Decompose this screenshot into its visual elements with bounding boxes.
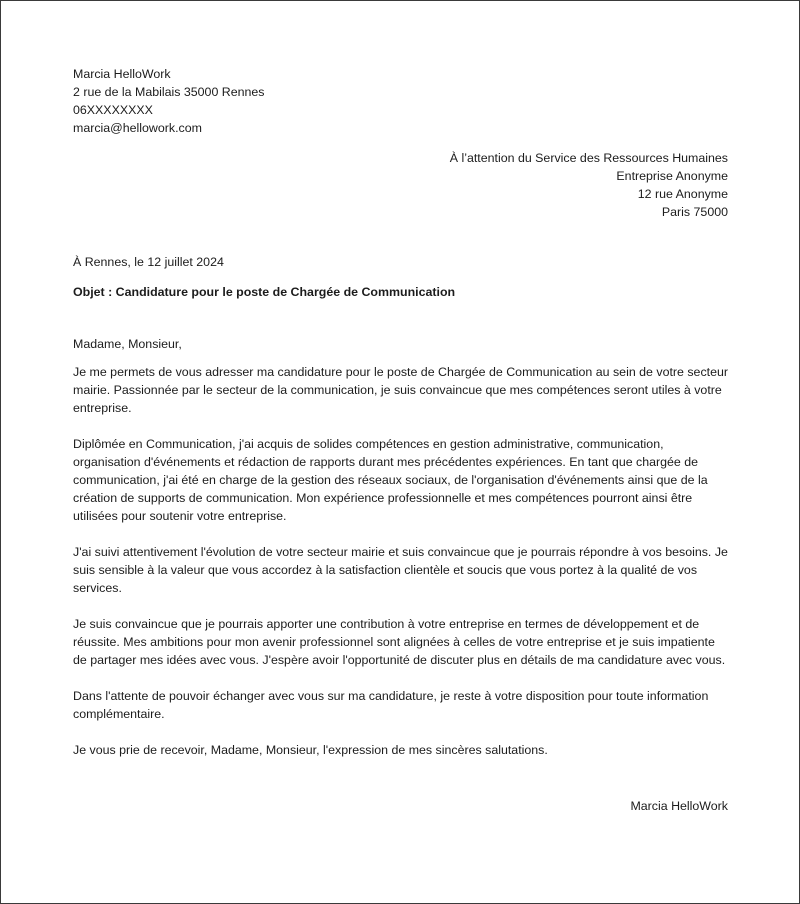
- sender-address: 2 rue de la Mabilais 35000 Rennes: [73, 85, 265, 99]
- recipient-attention: À l’attention du Service des Ressources Humaines: [449, 151, 728, 165]
- letter-content: [73, 65, 728, 815]
- body-paragraph: J'ai suivi attentivement l'évolution de votre secteur mairie et suis convaincue que je pourrais répondre à vos besoins. Je suis sensible à la valeur que vous accordez à la satisfaction clientèle et soucis que vous portez à la qualité de vos services.: [73, 545, 728, 595]
- sender-phone: 06XXXXXXXX: [73, 103, 153, 117]
- sender-block: [73, 65, 728, 137]
- recipient-street: 12 rue Anonyme: [637, 187, 728, 201]
- sender-email: marcia@hellowork.com: [73, 121, 202, 135]
- recipient-company: Entreprise Anonyme: [616, 169, 728, 183]
- date-line: À Rennes, le 12 juillet 2024: [73, 255, 224, 269]
- body-paragraph: Je me permets de vous adresser ma candidature pour le poste de Chargée de Communication au sein de votre secteur mairie. Passionnée par le secteur de la communication, je suis convaincue que mes compétences seront utiles à votre entreprise.: [73, 365, 728, 415]
- body-paragraph: Diplômée en Communication, j'ai acquis de solides compétences en gestion administrative, communication, organisation d'événements et rédaction de rapports durant mes précédentes expériences. En tant que chargée de communication, j'ai été en charge de la gestion des réseaux sociaux, de l'organisation d'événements ainsi que de la création de supports de communication. Mon expérience professionnelle et mes compétences pourront ainsi être utilisées pour soutenir votre entreprise.: [73, 437, 708, 523]
- body-paragraph: Je vous prie de recevoir, Madame, Monsieur, l'expression de mes sincères salutations.: [73, 743, 548, 757]
- sender-name: Marcia HelloWork: [73, 67, 171, 81]
- body-paragraph: Je suis convaincue que je pourrais apporter une contribution à votre entreprise en termes de développement et de réussite. Mes ambitions pour mon avenir professionnel sont alignées à celles de votre entreprise et je suis impatiente de partager mes idées avec vous. J'espère avoir l'opportunité de discuter plus en détails de ma candidature avec vous.: [73, 617, 726, 667]
- salutation: Madame, Monsieur,: [73, 337, 182, 351]
- signature: Marcia HelloWork: [630, 799, 728, 813]
- recipient-city: Paris 75000: [661, 205, 728, 219]
- body-paragraph: Dans l'attente de pouvoir échanger avec vous sur ma candidature, je reste à votre disposition pour toute information complémentaire.: [73, 689, 709, 721]
- subject-line: Objet : Candidature pour le poste de Chargée de Communication: [73, 285, 456, 299]
- recipient-block: [73, 149, 728, 221]
